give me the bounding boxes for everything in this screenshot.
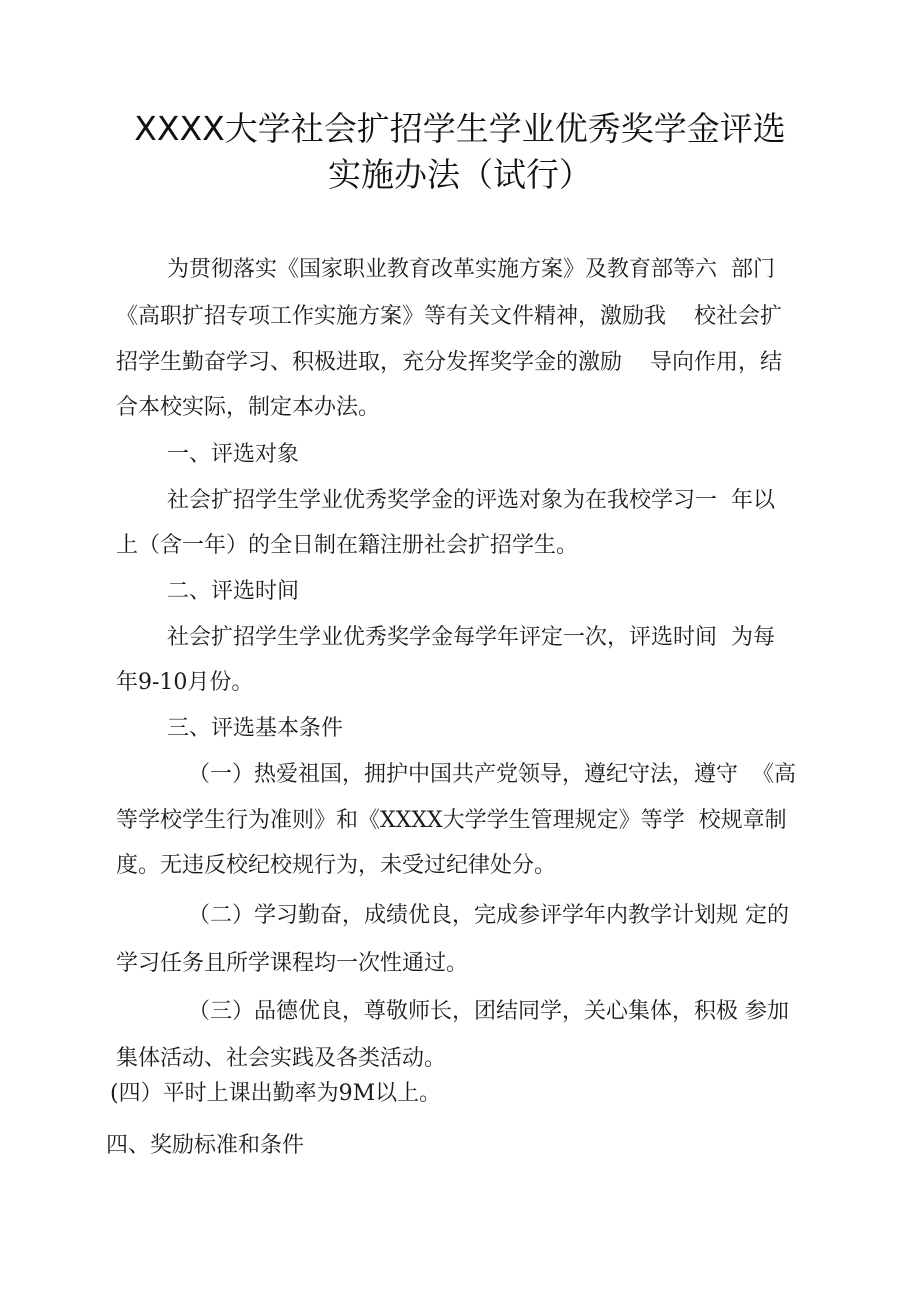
body-text-line: 为贯彻落实《国家职业教育改革实施方案》及教育部等六 部门 xyxy=(167,257,775,282)
section-heading: 二、评选时间 xyxy=(167,579,300,604)
document-title-line-1: XXXX大学社会扩招学生学业优秀奖学金评选 xyxy=(134,109,786,148)
body-text-line: (四）平时上课出勤率为9M以上。 xyxy=(110,1081,442,1106)
body-text-line: 学习任务且所学课程均一次性通过。 xyxy=(116,951,469,976)
section-heading: 一、评选对象 xyxy=(167,442,300,467)
body-text-line: （一）热爱祖国，拥护中国共产党领导，遵纪守法，遵守 《高 xyxy=(188,762,796,787)
body-text-line: 年9-10月份。 xyxy=(116,670,254,695)
section-heading: 四、奖励标准和条件 xyxy=(106,1133,305,1158)
document-title-line-2: 实施办法（试行） xyxy=(328,155,592,194)
body-text-line: （三）品德优良，尊敬师长，团结同学，关心集体，积极 参加 xyxy=(188,999,789,1024)
section-heading: 三、评选基本条件 xyxy=(167,716,344,741)
body-text-line: 合本校实际，制定本办法。 xyxy=(116,395,381,420)
body-text-line: 度。无违反校纪校规行为，未受过纪律处分。 xyxy=(116,853,557,878)
body-text-line: 社会扩招学生学业优秀奖学金的评选对象为在我校学习一 年以 xyxy=(167,488,775,513)
body-text-line: 集体活动、社会实践及各类活动。 xyxy=(116,1046,447,1071)
body-text-line: 等学校学生行为准则》和《XXXX大学学生管理规定》等学 校规章制 xyxy=(116,808,787,833)
body-text-line: 招学生勤奋学习、积极进取，充分发挥奖学金的激励 导向作用，结 xyxy=(116,350,782,375)
body-text-line: （二）学习勤奋，成绩优良，完成参评学年内教学计划规 定的 xyxy=(188,903,789,928)
body-text-line: 《高职扩招专项工作实施方案》等有关文件精神，激励我 校社会扩 xyxy=(116,304,782,329)
body-text-line: 社会扩招学生学业优秀奖学金每学年评定一次，评选时间 为每 xyxy=(167,625,775,650)
body-text-line: 上（含一年）的全日制在籍注册社会扩招学生。 xyxy=(116,533,579,558)
